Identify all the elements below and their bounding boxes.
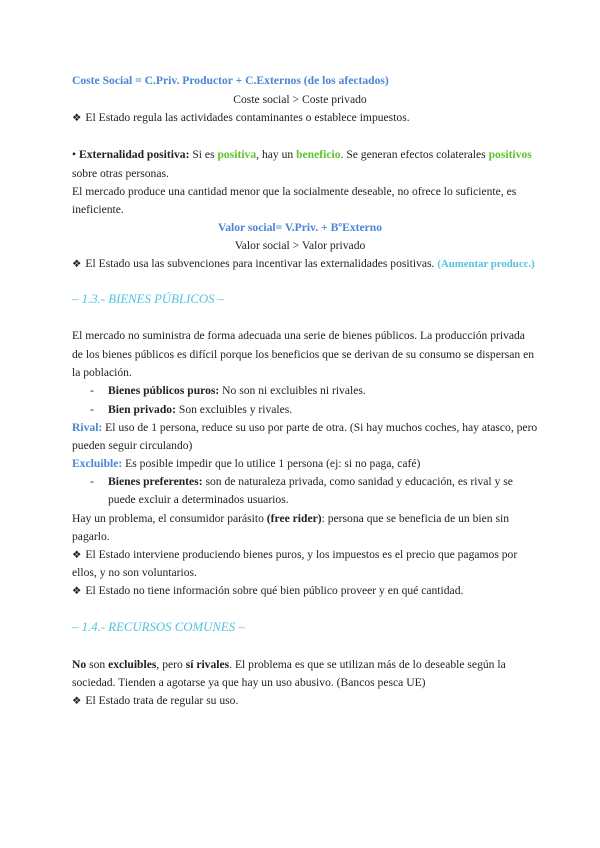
recursos-comunes-line-1 <box>72 657 506 672</box>
estado-regular-text: El Estado trata de regular su uso. <box>85 694 239 707</box>
estado-noinfo-text: El Estado no tiene información sobre qué bien público proveer y en qué cantidad. <box>85 584 464 597</box>
valor-social-inequality: Valor social > Valor privado <box>234 239 366 252</box>
parasito-text-2: : persona que se beneficia de un bien sin <box>321 512 509 525</box>
bpp-title: Bienes públicos puros: <box>108 384 220 397</box>
diamond-bullet-icon: ❖ <box>72 259 82 270</box>
bien-privado-item <box>108 402 292 417</box>
consumidor-parasito-line <box>72 511 509 526</box>
beneficio-word: beneficio <box>296 148 341 161</box>
bpref-title: Bienes preferentes: <box>108 475 203 488</box>
bullet-estado-regular <box>72 693 238 709</box>
rc-text-2: , pero <box>156 658 186 671</box>
ext-text-3: . Se generan efectos colaterales <box>340 148 489 161</box>
estado-subvenciones-text: El Estado usa las subvenciones para incentivar las externalidades positivas. <box>85 257 438 270</box>
bp-paragraph-line-3: la población. <box>72 366 132 379</box>
ext-text-2: , hay un <box>256 148 297 161</box>
bpriv-title: Bien privado: <box>108 403 176 416</box>
coste-social-inequality: Coste social > Coste privado <box>233 93 367 106</box>
diamond-bullet-icon: ❖ <box>72 113 82 124</box>
rival-label: Rival: <box>72 421 103 434</box>
valor-social-formula: Valor social= V.Priv. + BºExterno <box>217 221 383 234</box>
bpref-text-1: son de naturaleza privada, como sanidad y educación, es rival y se <box>202 475 513 488</box>
externalidad-positiva-line <box>72 147 532 162</box>
parasito-text-3: pagarlo. <box>72 530 110 543</box>
positivos-word: positivos <box>488 148 532 161</box>
dash-bullet-icon: - <box>90 475 94 488</box>
estado-interviene-text-2: ellos, y no son voluntarios. <box>72 566 197 579</box>
bp-paragraph-line-2: de los bienes públicos es difícil porque los beneficios que se derivan de su consumo se dispersan en <box>72 348 535 361</box>
excluible-text: Es posible impedir que lo utilice 1 persona (ej: si no paga, café) <box>122 457 421 470</box>
rival-definition <box>72 420 537 435</box>
dash-bullet-icon: - <box>90 403 94 416</box>
positiva-word: positiva <box>217 148 257 161</box>
ext-line-2: sobre otras personas. <box>72 167 169 180</box>
bullet-estado-interviene <box>72 547 517 563</box>
estado-interviene-text-1: El Estado interviene produciendo bienes puros, y los impuestos es el precio que pagamos por <box>85 548 518 561</box>
rc-excluibles: excluibles <box>108 658 157 671</box>
bullet-estado-subvenciones <box>72 256 535 272</box>
bullet-estado-noinfo <box>72 583 463 599</box>
rc-text-1: son <box>86 658 109 671</box>
bienes-publicos-puros-item <box>108 383 366 398</box>
rc-text-3: . El problema es que se utilizan más de lo deseable según la <box>229 658 506 671</box>
bienes-preferentes-item <box>108 474 513 489</box>
free-rider-term: (free rider) <box>266 512 322 525</box>
externalidad-positiva-title: Externalidad positiva: <box>78 148 190 161</box>
rc-rivales: sí rivales <box>185 658 230 671</box>
heading-bienes-publicos: – 1.3.- BIENES PÚBLICOS – <box>72 292 225 306</box>
rival-text-1: El uso de 1 persona, reduce su uso por parte de otra. (Si hay muchos coches, hay atasco, pero <box>102 421 538 434</box>
bpp-text: No son ni excluibles ni rivales. <box>219 384 366 397</box>
bullet-dot-icon: • <box>72 148 77 161</box>
bp-paragraph-line-1: El mercado no suministra de forma adecuada una serie de bienes públicos. La producción privada <box>72 329 525 342</box>
diamond-bullet-icon: ❖ <box>72 586 82 597</box>
diamond-bullet-icon: ❖ <box>72 696 82 707</box>
excluible-definition <box>72 456 420 471</box>
dash-bullet-icon: - <box>90 384 94 397</box>
diamond-bullet-icon: ❖ <box>72 550 82 561</box>
heading-recursos-comunes: – 1.4.- RECURSOS COMUNES – <box>72 620 245 634</box>
excluible-label: Excluible: <box>72 457 123 470</box>
rc-no: No <box>72 658 87 671</box>
ext-text-1: Si es <box>189 148 218 161</box>
ext-line-3: El mercado produce una cantidad menor que la socialmente deseable, no ofrece lo suficiente, es <box>72 185 517 198</box>
parasito-text-1: Hay un problema, el consumidor parásito <box>72 512 267 525</box>
ext-line-4: ineficiente. <box>72 203 124 216</box>
aumentar-produccion-note: (Aumentar producc.) <box>437 258 535 270</box>
bpref-text-2: puede excluir a determinados usuarios. <box>108 493 289 506</box>
recursos-comunes-line-2: sociedad. Tienden a agotarse ya que hay un uso abusivo. (Bancos pesca UE) <box>72 676 426 689</box>
rival-text-2: pueden seguir circulando) <box>72 439 193 452</box>
coste-social-formula: Coste Social = C.Priv. Productor + C.Externos (de los afectados) <box>72 74 389 87</box>
bpriv-text: Son excluibles y rivales. <box>175 403 293 416</box>
estado-regula-text: El Estado regula las actividades contaminantes o establece impuestos. <box>85 111 410 124</box>
bullet-estado-regula <box>72 110 410 126</box>
